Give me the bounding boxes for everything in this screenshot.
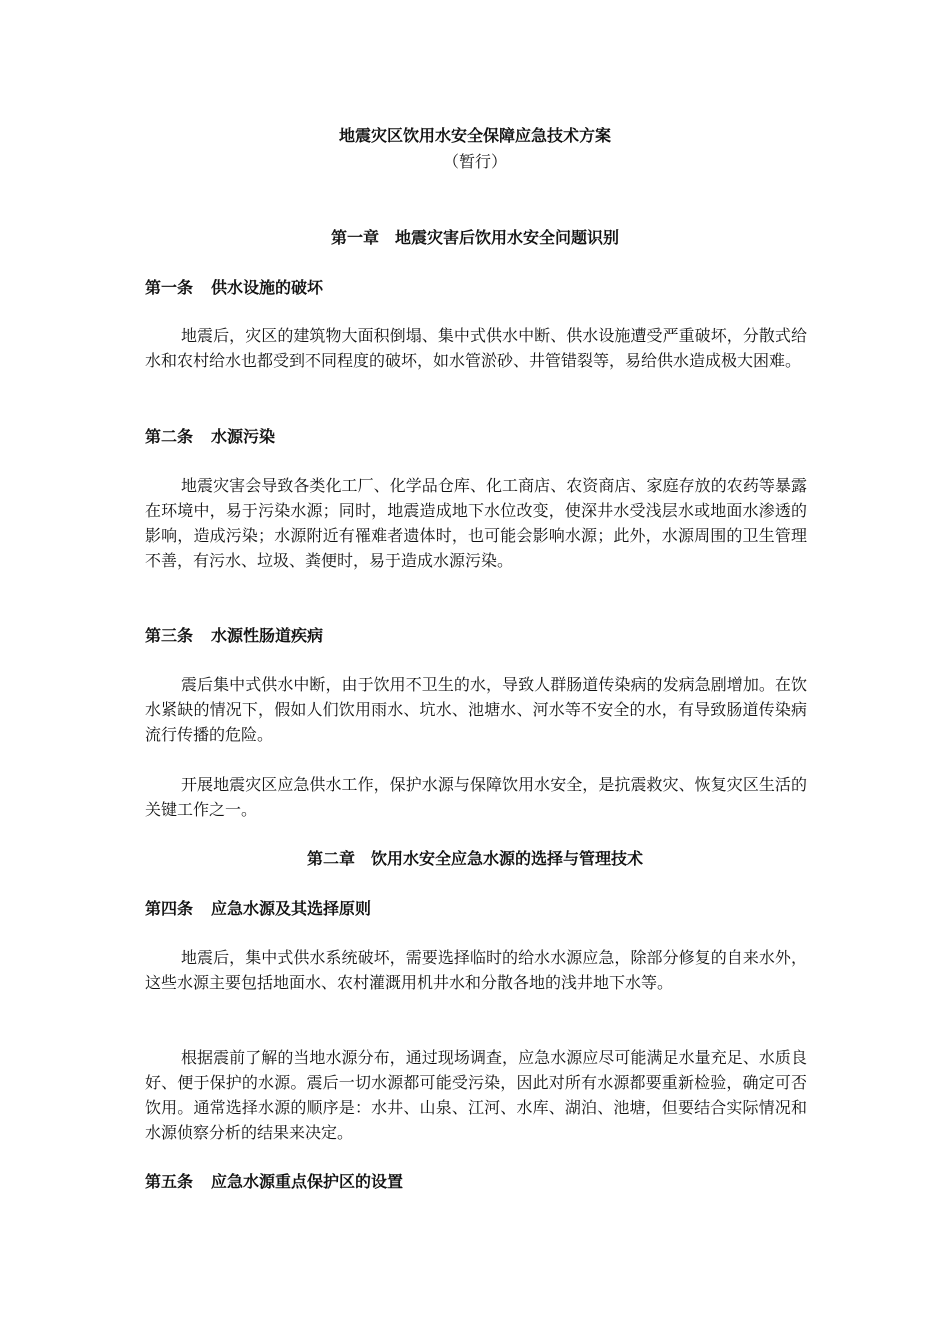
article-number: 第四条 [145, 899, 194, 918]
document-subtitle: （暂行） [442, 152, 507, 171]
article-2-heading [145, 425, 275, 449]
chapter-1-heading: 第一章 地震灾害后饮用水安全问题识别 [330, 228, 619, 247]
article-title: 水源污染 [211, 427, 276, 446]
paragraph: 地震灾害会导致各类化工厂、化学品仓库、化工商店、农资商店、家庭存放的农药等暴露在环境中，易于污染水源；同时，地震造成地下水位改变，使深井水受浅层水或地面水渗透的影响，造成污染；水源附近有罹难者遗体时，也可能会影响水源；此外，水源周围的卫生管理不善，有污水、垃圾、粪便时，易于造成水源污染。 [145, 476, 807, 570]
article-title: 供水设施的破坏 [211, 278, 324, 297]
paragraph: 地震后，集中式供水系统破坏，需要选择临时的给水水源应急，除部分修复的自来水外，这些水源主要包括地面水、农村灌溉用机井水和分散各地的浅井地下水等。 [145, 948, 807, 992]
article-1-heading [145, 276, 323, 300]
article-title: 应急水源重点保护区的设置 [211, 1172, 404, 1191]
article-number: 第一条 [145, 278, 194, 297]
article-5-heading [145, 1170, 403, 1194]
document-title: 地震灾区饮用水安全保障应急技术方案 [338, 126, 611, 145]
paragraph: 开展地震灾区应急供水工作，保护水源与保障饮用水安全，是抗震救灾、恢复灾区生活的关键工作之一。 [145, 775, 807, 819]
paragraph: 震后集中式供水中断，由于饮用不卫生的水，导致人群肠道传染病的发病急剧增加。在饮水紧缺的情况下，假如人们饮用雨水、坑水、池塘水、河水等不安全的水，有导致肠道传染病流行传播的危险。 [145, 675, 807, 744]
article-number: 第二条 [145, 427, 194, 446]
article-4-heading [145, 897, 371, 921]
chapter-2-heading: 第二章 饮用水安全应急水源的选择与管理技术 [306, 849, 643, 868]
paragraph: 地震后，灾区的建筑物大面积倒塌、集中式供水中断、供水设施遭受严重破坏，分散式给水和农村给水也都受到不同程度的破坏，如水管淤砂、井管错裂等，易给供水造成极大困难。 [145, 326, 807, 370]
article-title: 应急水源及其选择原则 [211, 899, 372, 918]
article-3-heading [145, 624, 323, 648]
article-number: 第五条 [145, 1172, 194, 1191]
paragraph: 根据震前了解的当地水源分布，通过现场调查，应急水源应尽可能满足水量充足、水质良好、便于保护的水源。震后一切水源都可能受污染，因此对所有水源都要重新检验，确定可否饮用。通常选择水源的顺序是：水井、山泉、江河、水库、湖泊、池塘，但要结合实际情况和水源侦察分析的结果来决定。 [145, 1048, 807, 1142]
article-number: 第三条 [145, 626, 194, 645]
article-title: 水源性肠道疾病 [211, 626, 324, 645]
